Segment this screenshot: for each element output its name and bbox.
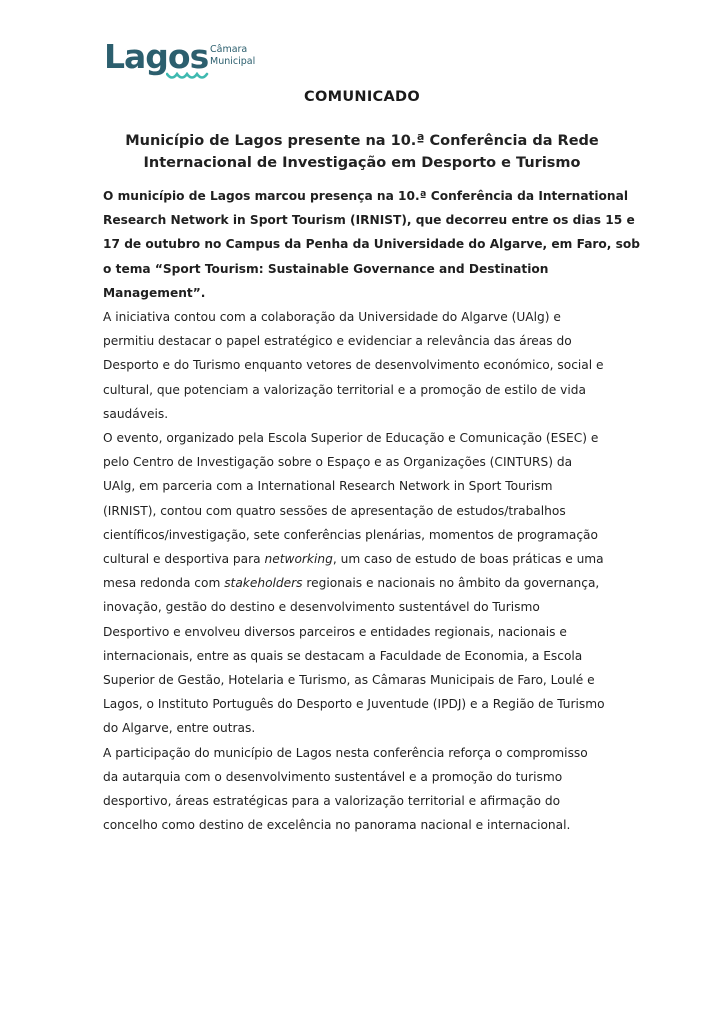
document-title xyxy=(0,130,724,174)
document-label: COMUNICADO xyxy=(304,89,420,105)
italic-term: networking xyxy=(264,552,333,567)
text-line: Research Network in Sport Tourism (IRNIST), que decorreu entre os dias 15 e xyxy=(103,213,635,228)
text-line: Desportivo e envolveu diversos parceiros e entidades regionais, nacionais e xyxy=(103,624,567,639)
logo-subtitle-line2: Municipal xyxy=(210,56,256,67)
text-line: concelho como destino de excelência no panorama nacional e internacional. xyxy=(103,818,571,833)
text-line: A participação do município de Lagos nesta conferência reforça o compromisso xyxy=(103,745,588,760)
text-line: permitiu destacar o papel estratégico e evidenciar a relevância das áreas do xyxy=(103,334,572,349)
text-line: desportivo, áreas estratégicas para a valorização territorial e afirmação do xyxy=(103,794,561,809)
text-line xyxy=(103,547,623,571)
logo-subtitle xyxy=(210,44,255,68)
text-line: cultural, que potenciam a valorização territorial e a promoção de estilo de vida xyxy=(103,382,586,397)
text-segment: mesa redonda com xyxy=(103,576,225,591)
document-body xyxy=(103,184,641,837)
text-line: o tema “Sport Tourism: Sustainable Governance and Destination xyxy=(103,261,549,276)
title-line: Internacional de Investigação em Desporto e Turismo xyxy=(143,155,581,171)
text-line: UAlg, em parceria com a International Research Network in Sport Tourism xyxy=(103,479,553,494)
lagos-logo xyxy=(104,38,264,88)
text-line: inovação, gestão do destino e desenvolvimento sustentável do Turismo xyxy=(103,600,540,615)
paragraph xyxy=(103,305,623,426)
text-line: Superior de Gestão, Hotelaria e Turismo, as Câmaras Municipais de Faro, Loulé e xyxy=(103,673,595,688)
text-line: pelo Centro de Investigação sobre o Espaço e as Organizações (CINTURS) da xyxy=(103,455,573,470)
text-line xyxy=(103,571,623,595)
text-line: internacionais, entre as quais se destacam a Faculdade de Economia, a Escola xyxy=(103,648,583,663)
text-line: Management”. xyxy=(103,285,206,300)
text-line: Lagos, o Instituto Português do Desporto e Juventude (IPDJ) e a Região de Turismo xyxy=(103,697,605,712)
text-line: da autarquia com o desenvolvimento sustentável e a promoção do turismo xyxy=(103,769,563,784)
text-line: saudáveis. xyxy=(103,406,169,421)
text-line: O município de Lagos marcou presença na 10.ª Conferência da International xyxy=(103,189,629,203)
lead-paragraph xyxy=(103,184,641,305)
text-line: (IRNIST), contou com quatro sessões de apresentação de estudos/trabalhos xyxy=(103,503,566,518)
text-line: do Algarve, entre outras. xyxy=(103,721,256,736)
text-line: A iniciativa contou com a colaboração da Universidade do Algarve (UAlg) e xyxy=(103,310,561,325)
text-line: O evento, organizado pela Escola Superior de Educação e Comunicação (ESEC) e xyxy=(103,431,599,446)
wave-icon xyxy=(166,72,210,82)
text-segment: , um caso de estudo de boas práticas e uma xyxy=(332,552,604,567)
text-line: Desporto e do Turismo enquanto vetores de desenvolvimento económico, social e xyxy=(103,358,604,373)
paragraph xyxy=(103,426,623,741)
text-segment: cultural e desportiva para xyxy=(103,552,265,567)
italic-term: stakeholders xyxy=(224,576,303,591)
text-line: científicos/investigação, sete conferências plenárias, momentos de programação xyxy=(103,527,598,542)
logo-subtitle-line1: Câmara xyxy=(210,44,248,55)
logo-wordmark: Lagos xyxy=(104,37,209,76)
paragraph xyxy=(103,741,623,838)
title-line: Município de Lagos presente na 10.ª Conferência da Rede xyxy=(125,133,599,149)
text-line: 17 de outubro no Campus da Penha da Universidade do Algarve, em Faro, sob xyxy=(103,237,641,252)
text-segment: regionais e nacionais no âmbito da governança, xyxy=(302,576,600,591)
